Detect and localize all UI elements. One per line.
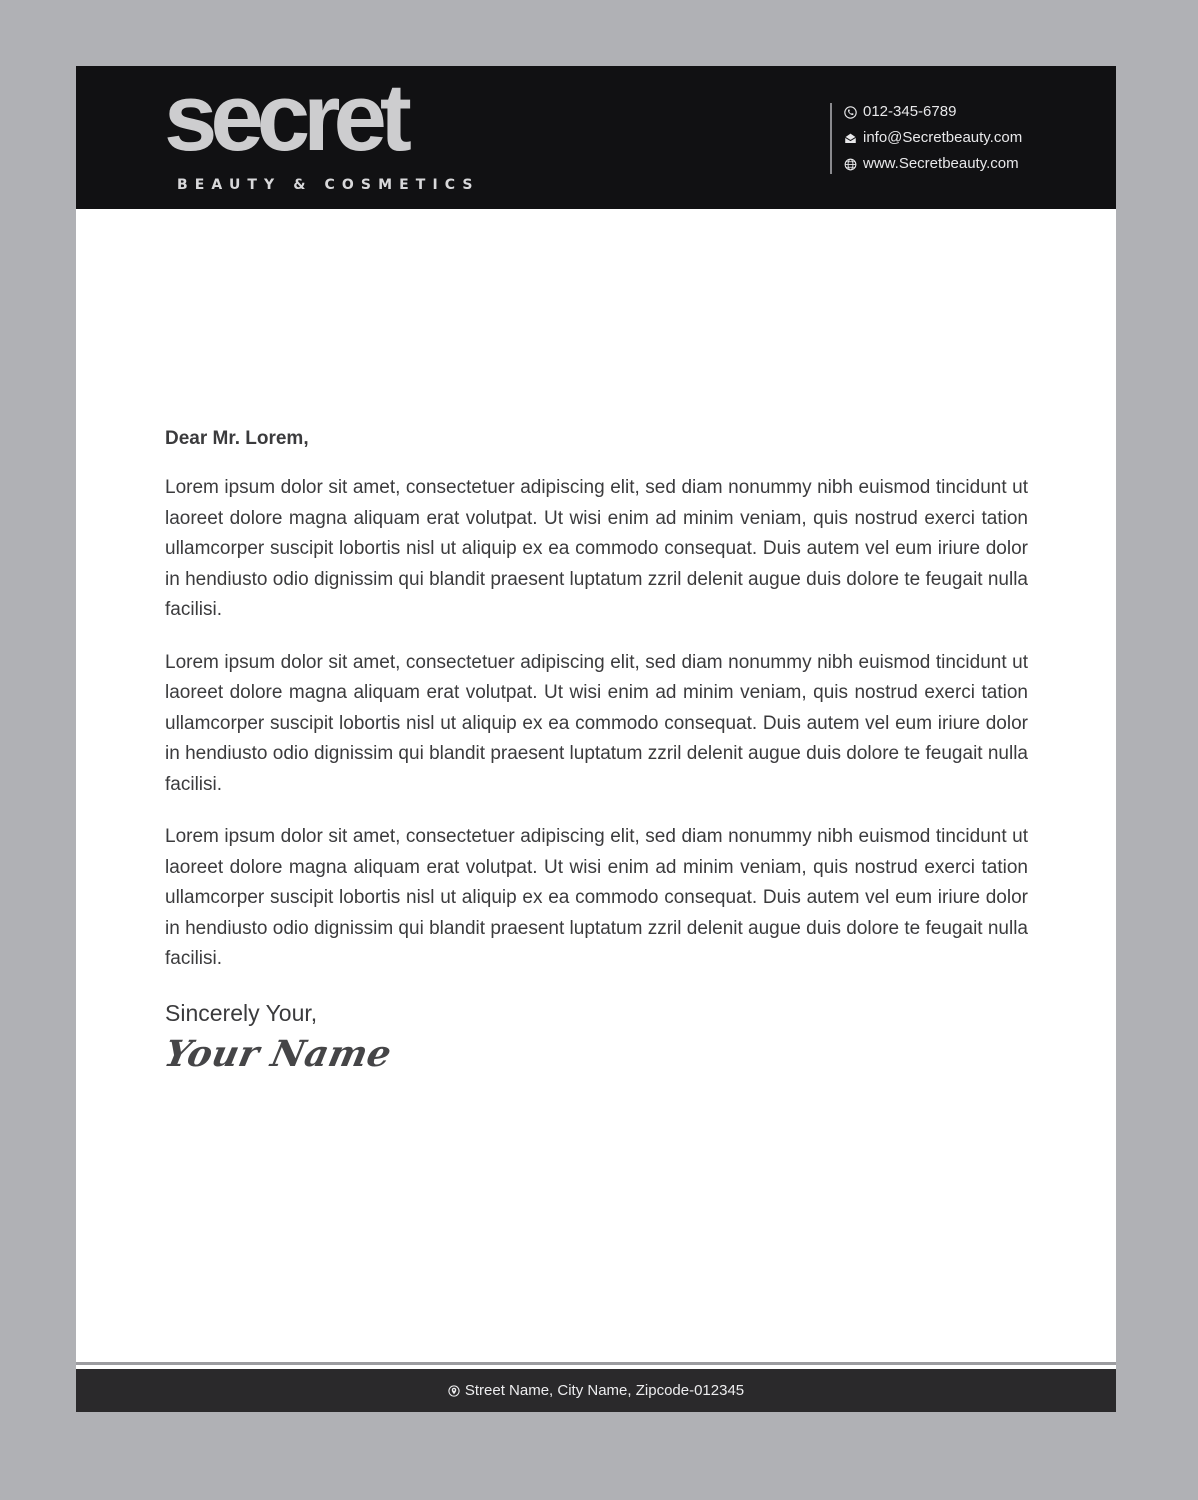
letterhead-page [76, 66, 1116, 1412]
location-pin-icon [448, 1385, 460, 1397]
contact-email[interactable]: info@Secretbeauty.com [863, 129, 1023, 146]
footer-divider [76, 1362, 1116, 1365]
letter-signature: Your Name [160, 1032, 396, 1075]
letter-greeting: Dear Mr. Lorem, [165, 428, 309, 449]
contact-divider [830, 103, 832, 174]
contact-website[interactable]: www.Secretbeauty.com [863, 155, 1019, 172]
footer-address: Street Name, City Name, Zipcode-012345 [464, 1382, 745, 1399]
letter-paragraph: Lorem ipsum dolor sit amet, consectetuer adipiscing elit, sed diam nonummy nibh euismod tincidunt ut laoreet dolore magna aliquam erat volutpat. Ut wisi enim ad minim veniam, quis nostrud exerci tation ullamcorper suscipit lobortis nisl ut aliquip ex ea commodo consequat. Duis autem vel eum iriure dolor in hendiusto odio dignissim qui blandit praesent luptatum zzril delenit augue duis dolore te feugait nulla facilisi. [165, 651, 1028, 795]
contact-phone-row [844, 99, 1022, 125]
letter-paragraph: Lorem ipsum dolor sit amet, consectetuer adipiscing elit, sed diam nonummy nibh euismod tincidunt ut laoreet dolore magna aliquam erat volutpat. Ut wisi enim ad minim veniam, quis nostrud exerci tation ullamcorper suscipit lobortis nisl ut aliquip ex ea commodo consequat. Duis autem vel eum iriure dolor in hendiusto odio dignissim qui blandit praesent luptatum zzril delenit augue duis dolore te feugait nulla facilisi. [165, 826, 1028, 969]
brand-logo: secret [164, 64, 405, 171]
letterhead-header [76, 66, 1116, 209]
mail-icon [844, 132, 857, 145]
letter-body [160, 425, 1028, 1075]
contact-website-row [844, 151, 1022, 177]
globe-icon [844, 158, 857, 171]
contact-phone[interactable]: 012-345-6789 [863, 103, 957, 120]
contact-block [844, 99, 1022, 177]
brand-tagline: BEAUTY & COSMETICS [177, 177, 480, 193]
phone-icon [844, 106, 857, 119]
letterhead-footer [76, 1369, 1116, 1412]
contact-email-row [844, 125, 1022, 151]
letter-closing: Sincerely Your, [165, 999, 318, 1026]
letter-paragraph: Lorem ipsum dolor sit amet, consectetuer adipiscing elit, sed diam nonummy nibh euismod tincidunt ut laoreet dolore magna aliquam erat volutpat. Ut wisi enim ad minim veniam, quis nostrud exerci tation ullamcorper suscipit lobortis nisl ut aliquip ex ea commodo consequat. Duis autem vel eum iriure dolor in hendiusto odio dignissim qui blandit praesent luptatum zzril delenit augue duis dolore te feugait nulla facilisi. [165, 477, 1028, 620]
